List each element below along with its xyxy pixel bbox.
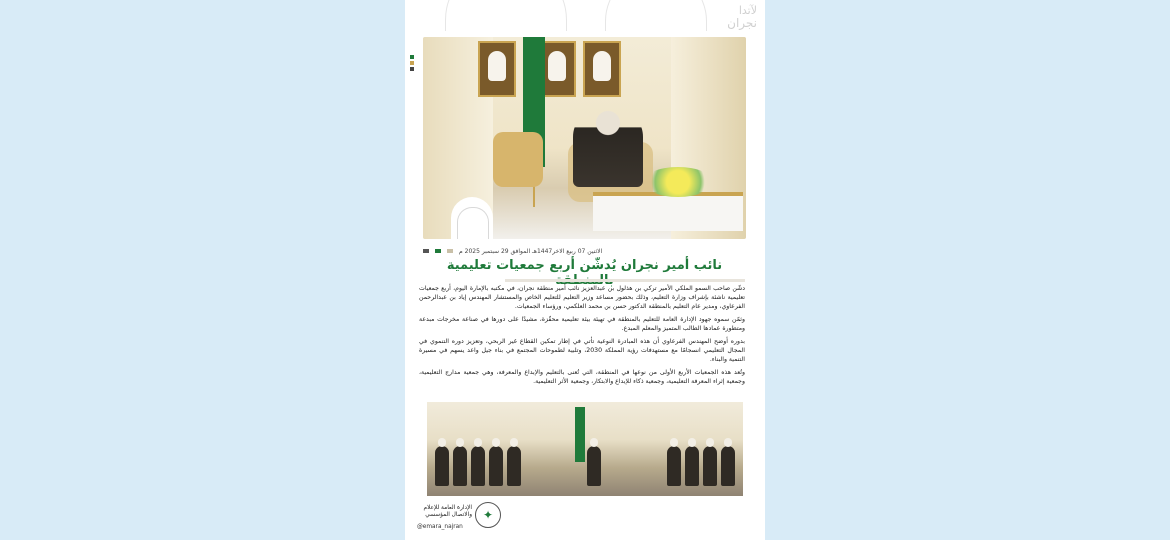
date-row: [423, 246, 746, 256]
seated-person: [573, 107, 643, 187]
saudi-emblem-icon: ✦: [475, 502, 501, 528]
photo-arch-cutout: [451, 197, 493, 239]
table: [593, 192, 743, 231]
footer: [413, 500, 757, 536]
saudi-flag: [575, 407, 585, 462]
social-handle: @emara_najran: [417, 524, 463, 530]
portrait: [478, 41, 516, 97]
decorative-arch: [605, 0, 707, 31]
paragraph: وتُعد هذه الجمعيات الأربع الأولى من نوعها في المنطقة، التي تُعنى بالتعليم والإبداع والمعرفة، وهي جمعية مدارج التعليمية، وجمعية إثراء المعرفة التعليمية، وجمعية ذكاء للإبداع والابتكار، وجمعية الأثر التعليمية.: [419, 369, 745, 385]
paragraph: وثمّن سموه جهود الإدارة العامة للتعليم بالمنطقة في تهيئة بيئة تعليمية محفّزة، مشيدًا على دورها في صناعة مخرجات مبدعة ومتطورة عمادها الطالب المتميز والمعلم المبدع.: [419, 316, 745, 332]
dot-dark: [410, 67, 414, 71]
main-photo: [423, 37, 746, 239]
color-dots: [410, 55, 414, 71]
portrait: [583, 41, 621, 97]
paragraph: بدوره أوضح المهندس الفرعاوي أن هذه المبادرة النوعية تأتي في إطار تمكين القطاع غير الربحي، وتعزيز دوره التنموي في المجال التعليمي انسجامًا مع مستهدفات رؤية المملكة 2030، وتلبية لطموحات المجتمع في بناء جيل واعد يسهم في مسيرة التنمية والبناء.: [419, 338, 745, 363]
article-body: [419, 284, 745, 390]
dot-green: [410, 55, 414, 59]
meeting-photo: [427, 402, 743, 496]
news-page: [405, 0, 765, 540]
najran-logo: ﻟﺂﺗﺪﺍ نجران: [727, 4, 757, 30]
chair: [493, 132, 543, 187]
dot-gold: [410, 61, 414, 65]
article-title: نائب أمير نجران يُدشّن أربع جمعيات تعليمية: [446, 258, 723, 273]
department-name: الإدارة العامة للإعلام والاتصال المؤسسي: [423, 505, 472, 518]
article-date: الاثنين 07 ربيع الاخر1447هـ الموافق 29 سبتمبر 2025 م: [459, 247, 603, 255]
paragraph: دشّن صاحب السمو الملكي الأمير تركي بن هذلول بن عبدالعزيز نائب أمير منطقة نجران، في مكتبه بالإمارة اليوم، أربع جمعيات تعليمية ناشئة بإشراف وزارة التعليم، وذلك بحضور مساعد وزير التعليم للتعليم الخاص والمستشار المهندس إياد بن عبدالرحمن الفرعاوي، ومدير عام التعليم بالمنطقة الدكتور حسن بن محمد العلكمي، ورؤساء الجمعيات.: [419, 285, 745, 310]
title-underline: [505, 279, 745, 282]
decorative-arch: [445, 0, 567, 31]
flower-arrangement: [643, 167, 713, 197]
